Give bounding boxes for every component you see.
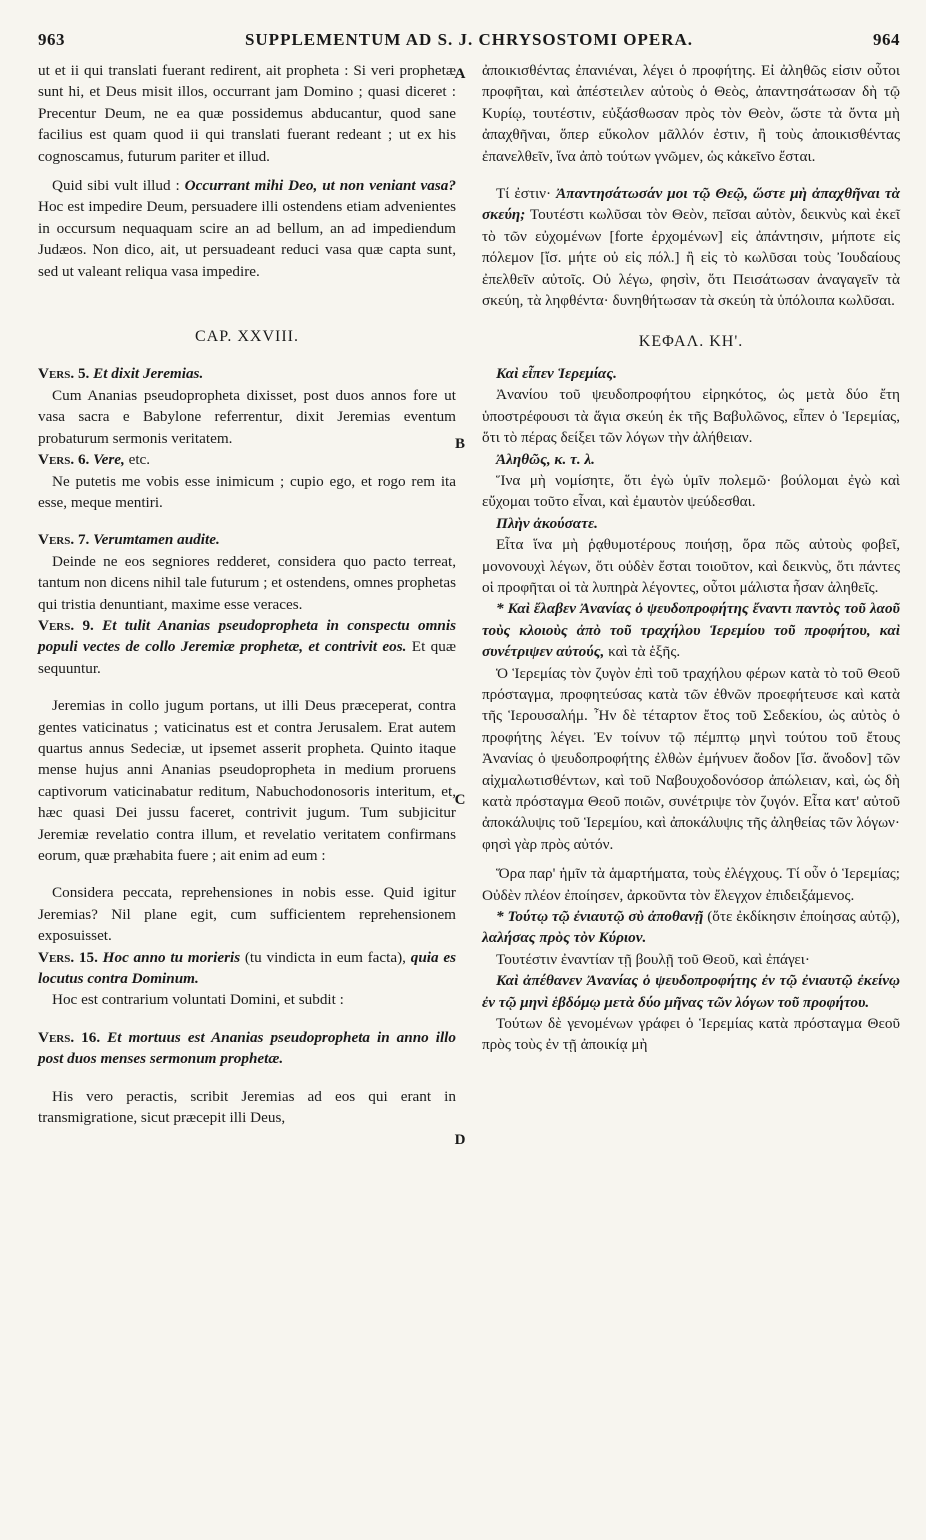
greek-paragraph: Ἀνανίου τοῦ ψευδοπροφήτου εἰρηκότος, ὡς μετὰ δύο ἔτη ὑποστρέφουσι τὰ ἅγια σκεύη ἐκ τῆς Βαβυλῶνος, εἶπεν ὁ Ἱερεμίας, ὅτι τὸ πέρας δείξει τῶν λόγων τὴν ἀλήθειαν.: [482, 386, 900, 447]
two-column-body: [38, 60, 900, 1148]
greek-lemma: Ἀληθῶς, κ. τ. λ.: [496, 450, 595, 468]
latin-paragraph: ut et ii qui translati fuerant redirent, ait propheta : Si veri prophetæ sunt hi, et Deus misit illos, occurrant jam Domino ; quasi diceret : Precentur Deum, ne ea quæ possidemus abducantur, quod sane facilius est quam quod ii qui translati fuerant redeant ; ut ex his cognoscamus, futurum pariter et illud.: [38, 62, 456, 165]
greek-paragraph: Ὁ Ἱερεμίας τὸν ζυγὸν ἐπὶ τοῦ τραχήλου φέρων κατὰ τὸ τοῦ Θεοῦ πρόσταγμα, προφητεύσας κατὰ τῶν ἐθνῶν προεφήτευσε καὶ κατὰ τῆς Ἱερουσαλήμ. Ἦν δὲ τέταρτον ἔτος τοῦ Σεδεκίου, ὡς αὐτὸς ὁ προφήτης λέγει. Ἐν τοίνυν τῷ πέμπτῳ μηνὶ τούτου τοῦ ἔτους Ἀνανίας ὁ ψευδοπροφήτης ἐλθὼν ἐμήνυεν ἄοδον [ἴσ. ἄνοδον] τῶν αἰχμαλωτισθέντων, καὶ τοῦ Ναβουχοδονόσορ ἀπώλειαν, καὶ, ὡς δὴ κατὰ πρόσταγμα Θεοῦ ποιῶν, συνέτριψε τὸν ζυγόν. Εἶτα κατ' αὐτοῦ ἀποκάλυψις τοῦ Ἱερεμίου, καὶ ἀποκάλυψις τῆς ἀληθείας τῶν λόγων· φησὶ γὰρ πρὸς αὐτόν.: [482, 664, 900, 853]
greek-lemma: * Τούτῳ τῷ ἐνιαυτῷ σὺ ἀποθανῇ (ὅτε ἐκδίκησιν ἐποίησας αὐτῷ), λαλήσας πρὸς τὸν Κύριον.: [482, 908, 900, 947]
section-marker-c: C: [454, 792, 466, 808]
latin-paragraph: Deinde ne eos segniores redderet, considera quo pacto terreat, tantum non dicens nihil tale futurum ; et ostendens, omnes prophetas qui tristia denuntiant, maxime esse veraces.: [38, 552, 456, 613]
latin-paragraph: Considera peccata, reprehensiones in nobis esse. Quid igitur Jeremias? Nil plane egit, cum sufficientem reprehensionem exposuisset.: [38, 884, 456, 945]
latin-paragraph: His vero peractis, scribit Jeremias ad eos qui erant in transmigratione, sicut præcepit illi Deus,: [38, 1087, 456, 1127]
verse-lemma: Vers. 15. Hoc anno tu morieris (tu vindicta in eum facta), quia es locutus contra Dominum.: [38, 948, 456, 988]
greek-paragraph: Ὅρα παρ' ἡμῖν τὰ ἁμαρτήματα, τοὺς ἐλέγχους. Τί οὖν ὁ Ἱερεμίας; Οὐδὲν πλέον ἐποίησεν, ἀρκοῦντα τὸν ἔλεγχον ἐπιδειξάμενος.: [482, 865, 900, 904]
greek-paragraph: Τί ἐστιν· Ἀπαντησάτωσάν μοι τῷ Θεῷ, ὥστε μὴ ἀπαχθῆναι τὰ σκεύη; Τουτέστι κωλῦσαι τὸν Θεὸν, πεῖσαι αὐτὸν, δεικνὺς καὶ ἐκεῖ τὸ τῶν εὐχομένων [forte ἐρχομένων] εἰς ἀπάντησιν, μήποτε εἰς πόλεμον [ἴσ. μήτε οὐ εἰς πόλ.] ἢ εἰς τὸ κωλῦσαι τοὺς Ἰουδαίους ἐπελθεῖν αὐτοῖς. Οὐ λέγω, φησὶν, ὅτι Πεισάτωσαν ἀναγαγεῖν τὰ σκεύη, τὰ ληφθέντα· δυνηθήτωσαν τὰ σκεύη τὰ ὑπόλοιπα κωλῦσαι.: [482, 185, 900, 310]
chapter-heading-greek: ΚΕΦΑΛ. ΚΗ'.: [638, 333, 744, 351]
latin-paragraph: Quid sibi vult illud : Occurrant mihi Deo, ut non veniant vasa? Hoc est impedire Deum, persuadere illi ostendens etiam advenientes in occursum nequaquam scire an ad bellum, an ad impediendum Judæos. Non dico, ait, ut persuadeant reduci vasa quæ capta sunt, sed ut valeant reliqua vasa impedire.: [38, 177, 456, 280]
greek-paragraph: Τούτων δὲ γενομένων γράφει ὁ Ἱερεμίας κατὰ πρόσταγμα Θεοῦ πρὸς τοὺς ἐν τῇ ἀποικίᾳ μὴ: [482, 1015, 900, 1054]
verse-lemma: Vers. 9. Et tulit Ananias pseudopropheta in conspectu omnis populi vectes de collo Jeremiæ prophetæ, et contrivit eos. Et quæ sequuntur.: [38, 616, 457, 677]
running-header: [38, 30, 900, 60]
latin-paragraph: Hoc est contrarium voluntati Domini, et subdit :: [52, 991, 344, 1009]
running-title: SUPPLEMENTUM AD S. J. CHRYSOSTOMI OPERA.: [244, 30, 694, 49]
latin-paragraph: Cum Ananias pseudopropheta dixisset, post duos annos fore ut vasa sacra e Babylone referrentur, dixit Jeremias eventum probaturum sermonis veritatem.: [38, 386, 456, 447]
section-marker-a: A: [454, 66, 466, 82]
greek-paragraph: Τουτέστιν ἐναντίαν τῇ βουλῇ τοῦ Θεοῦ, καὶ ἐπάγει·: [496, 950, 810, 968]
latin-column: [38, 60, 456, 1128]
latin-paragraph: Ne putetis me vobis esse inimicum ; cupio ego, et rogo rem ita esse, meque mentiri.: [38, 472, 456, 511]
right-page-number: 964: [872, 30, 900, 49]
verse-lemma: Vers. 16. Et mortuus est Ananias pseudopropheta in anno illo post duos menses sermonum prophetæ.: [38, 1028, 456, 1068]
greek-paragraph: ἀποικισθέντας ἐπανιέναι, λέγει ὁ προφήτης. Εἰ ἀληθῶς εἰσιν οὗτοι προφῆται, καὶ ἀπέστειλεν αὐτοὺς ὁ Θεὸς, ἀπαντησάτωσαν δὴ τῷ Κυρίῳ, τουτέστιν, εὐξάσθωσαν πρὸς τὸν Θεὸν, ὥστε τὰ ὄντα μὴ ἀπαχθῆναι, ὅπερ εὔκολον μᾶλλόν ἐστιν, ἢ τοὺς ἀποικισθέντας ἐπανελθεῖν, ἵνα ἀπὸ τούτων γνῶμεν, ὡς κἀκεῖνο ἔσται.: [482, 62, 900, 165]
section-marker-b: B: [454, 436, 465, 452]
greek-lemma: * Καὶ ἔλαβεν Ἀνανίας ὁ ψευδοπροφήτης ἔναντι παντὸς τοῦ λαοῦ τοὺς κλοιοὺς ἀπὸ τοῦ τραχήλου Ἱερεμίου τοῦ προφήτου, καὶ συνέτριψεν αὐτούς, καὶ τὰ ἑξῆς.: [482, 600, 900, 661]
latin-paragraph: Jeremias in collo jugum portans, ut illi Deus præceperat, contra gentes vaticinatus ; vaticinatus est et contra Jerusalem. Erat autem quartus annus Sedeciæ, ut ipsemet asserit propheta. Quinto itaque mense hujus anni Ananias pseudopropheta in medium proruens captivorum vaticinabatur reditum, Nabuchodonosoris interitum, et, hæc quasi Dei jussu faceret, contrivit jugum. Tum subjicitur Jeremiæ revelatio contra illum, et revelatio veritatem confirmans eorum, quæ præhabita fuere ; ait enim ad eum :: [38, 697, 456, 864]
greek-column: [482, 60, 900, 1128]
verse-lemma: Vers. 7. Verumtamen audite.: [38, 531, 220, 549]
greek-lemma: Πλὴν ἀκούσατε.: [496, 514, 598, 532]
greek-lemma: Καὶ ἀπέθανεν Ἀνανίας ὁ ψευδοπροφήτης ἐν τῷ ἐνιαυτῷ ἐκείνῳ ἐν τῷ μηνὶ ἑβδόμῳ μετὰ δύο μῆνας τῶν λόγων τοῦ προφήτου.: [482, 972, 900, 1011]
verse-lemma: Vers. 6. Vere, etc.: [38, 451, 151, 469]
section-marker-d: D: [454, 1132, 466, 1148]
left-page-number: 963: [38, 30, 65, 49]
greek-paragraph: Ἵνα μὴ νομίσητε, ὅτι ἐγὼ ὑμῖν πολεμῶ· βούλομαι ἐγὼ καὶ εὔχομαι τοῦτο εἶναι, καὶ ἐμαυτὸν ψεύδεσθαι.: [482, 471, 900, 511]
chapter-heading-latin: CAP. XXVIII.: [195, 328, 299, 346]
greek-paragraph: Εἶτα ἵνα μὴ ῥᾳθυμοτέρους ποιήσῃ, ὅρα πῶς αὐτοὺς φοβεῖ, μονονουχὶ λέγων, ὅτι οὐδὲν ἔσται τοιοῦτον, καὶ δεικνὺς, ὅτι πάντες οἱ προφῆται οἱ τὰ λυπηρὰ λέγοντες, οὗτοι μάλιστα ἦσαν ἀληθεῖς.: [482, 536, 900, 596]
greek-lemma: Καὶ εἶπεν Ἱερεμίας.: [496, 364, 617, 382]
verse-lemma: Vers. 5. Et dixit Jeremias.: [38, 365, 204, 383]
